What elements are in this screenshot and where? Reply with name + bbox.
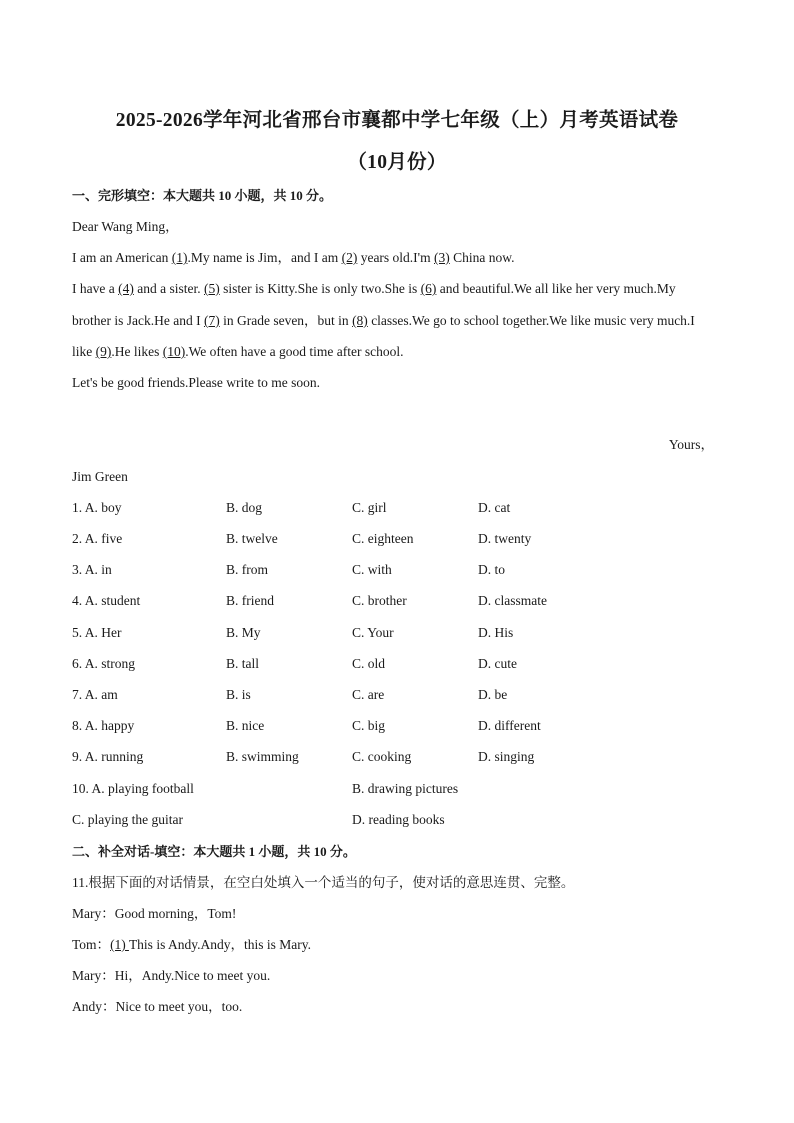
option-b: B. is [226, 687, 251, 702]
dialogue-blank-1: (1) [110, 937, 129, 952]
question-options-10-row1 [72, 780, 732, 798]
option-a: 8. A. happy [72, 718, 135, 733]
question-options-3 [72, 561, 732, 579]
option-c: C. Your [352, 625, 394, 640]
option-a: 5. A. Her [72, 625, 122, 640]
question-options-4 [72, 592, 732, 610]
option-b: B. dog [226, 500, 263, 515]
letter-closing: Yours， [668, 437, 714, 452]
option-b: B. My [226, 625, 261, 640]
option-a: 4. A. student [72, 593, 141, 608]
blank-5: (5) [203, 281, 220, 296]
option-d: D. reading books [352, 812, 445, 827]
option-b: B. from [226, 562, 268, 577]
blank-7: (7) [203, 313, 220, 328]
option-b: B. swimming [226, 749, 299, 764]
dialogue-line-2: Tom：(1) This is Andy.Andy，this is Mary. [72, 937, 311, 952]
section1-heading: 一、完形填空：本大题共 10 小题，共 10 分。 [72, 188, 333, 203]
dialogue-line-4: Andy：Nice to meet you，too. [72, 999, 243, 1014]
option-c: C. playing the guitar [72, 812, 183, 827]
option-b: B. twelve [226, 531, 278, 546]
option-d: D. cute [478, 656, 517, 671]
letter-line-2: I have a (4) and a sister. (5) sister is Kitty.She is only two.She is (6) and beautiful.We all like her very much.My [72, 281, 676, 296]
question-options-10-row2 [72, 811, 732, 829]
option-b: B. drawing pictures [352, 781, 459, 796]
option-a: 7. A. am [72, 687, 118, 702]
blank-10: (10) [162, 344, 186, 359]
option-d: D. cat [478, 500, 511, 515]
option-d: D. be [478, 687, 508, 702]
blank-2: (2) [341, 250, 358, 265]
option-a: 6. A. strong [72, 656, 136, 671]
question-options-7 [72, 686, 732, 704]
option-c: C. big [352, 718, 386, 733]
option-a: 9. A. running [72, 749, 144, 764]
option-d: D. twenty [478, 531, 532, 546]
question-options-6 [72, 655, 732, 673]
option-c: C. old [352, 656, 386, 671]
dialogue-line-1: Mary：Good morning，Tom! [72, 906, 237, 921]
option-c: C. cooking [352, 749, 412, 764]
blank-4: (4) [118, 281, 134, 296]
option-a: 3. A. in [72, 562, 112, 577]
option-d: D. His [478, 625, 514, 640]
exam-title: 2025-2026学年河北省邢台市襄都中学七年级（上）月考英语试卷 [115, 110, 679, 131]
option-a: 2. A. five [72, 531, 123, 546]
letter-line-4: like (9).He likes (10).We often have a good time after school. [72, 344, 404, 359]
letter-signature: Jim Green [72, 469, 128, 484]
letter-line-1: I am an American (1).My name is Jim，and I am (2) years old.I'm (3) China now. [72, 250, 515, 265]
option-c: C. eighteen [352, 531, 414, 546]
blank-6: (6) [420, 281, 437, 296]
blank-8: (8) [352, 313, 368, 328]
option-c: C. girl [352, 500, 387, 515]
question-options-5 [72, 624, 732, 642]
option-d: D. to [478, 562, 505, 577]
letter-line-3: brother is Jack.He and I (7) in Grade seven，but in (8) classes.We go to school together.We like music very much.I [72, 313, 695, 328]
question-options-1 [72, 499, 732, 517]
option-b: B. tall [226, 656, 259, 671]
option-d: D. classmate [478, 593, 547, 608]
section2-instruction: 11.根据下面的对话情景，在空白处填入一个适当的句子，使对话的意思连贯、完整。 [72, 875, 575, 890]
letter-line-5: Let's be good friends.Please write to me soon. [72, 375, 321, 390]
exam-subtitle: （10月份） [347, 152, 447, 173]
option-a: 1. A. boy [72, 500, 122, 515]
option-c: C. are [352, 687, 385, 702]
letter-greeting: Dear Wang Ming， [72, 219, 179, 234]
option-d: D. singing [478, 749, 535, 764]
blank-3: (3) [434, 250, 450, 265]
dialogue-line-3: Mary：Hi，Andy.Nice to meet you. [72, 968, 271, 983]
blank-9: (9) [95, 344, 112, 359]
question-options-9 [72, 748, 732, 766]
option-a: 10. A. playing football [72, 781, 194, 796]
option-b: B. friend [226, 593, 274, 608]
question-options-8 [72, 717, 732, 735]
option-c: C. brother [352, 593, 407, 608]
question-options-2 [72, 530, 732, 548]
blank-1: (1) [171, 250, 188, 265]
section2-heading: 二、补全对话-填空：本大题共 1 小题，共 10 分。 [72, 844, 356, 859]
option-b: B. nice [226, 718, 265, 733]
option-d: D. different [478, 718, 541, 733]
option-c: C. with [352, 562, 392, 577]
